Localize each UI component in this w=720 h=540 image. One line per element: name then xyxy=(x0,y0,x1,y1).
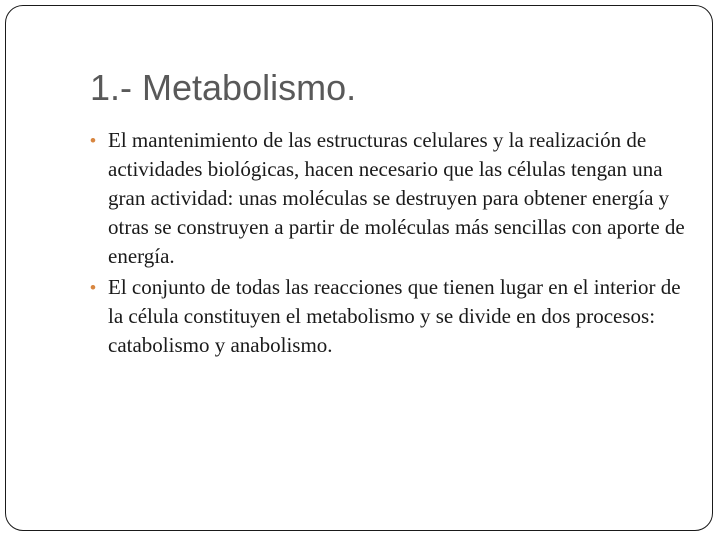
bullet-list xyxy=(90,126,690,362)
slide-frame xyxy=(5,5,713,531)
bullet-text-2: El conjunto de todas las reacciones que tienen lugar en el interior de la célula constituyen el metabolismo y se divide en dos procesos: catabolismo y anabolismo. xyxy=(108,275,681,357)
bullet-icon: • xyxy=(90,131,96,150)
bullet-item-1 xyxy=(90,126,690,271)
bullet-icon: • xyxy=(90,278,96,297)
bullet-text-1: El mantenimiento de las estructuras celulares y la realización de actividades biológicas, hacen necesario que las células tengan una gran actividad: unas moléculas se destruyen para obtener energía y otras se construyen a partir de moléculas más sencillas con aporte de energía. xyxy=(108,128,685,268)
bullet-item-2 xyxy=(90,273,690,360)
slide-title: 1.- Metabolismo. xyxy=(90,67,357,108)
